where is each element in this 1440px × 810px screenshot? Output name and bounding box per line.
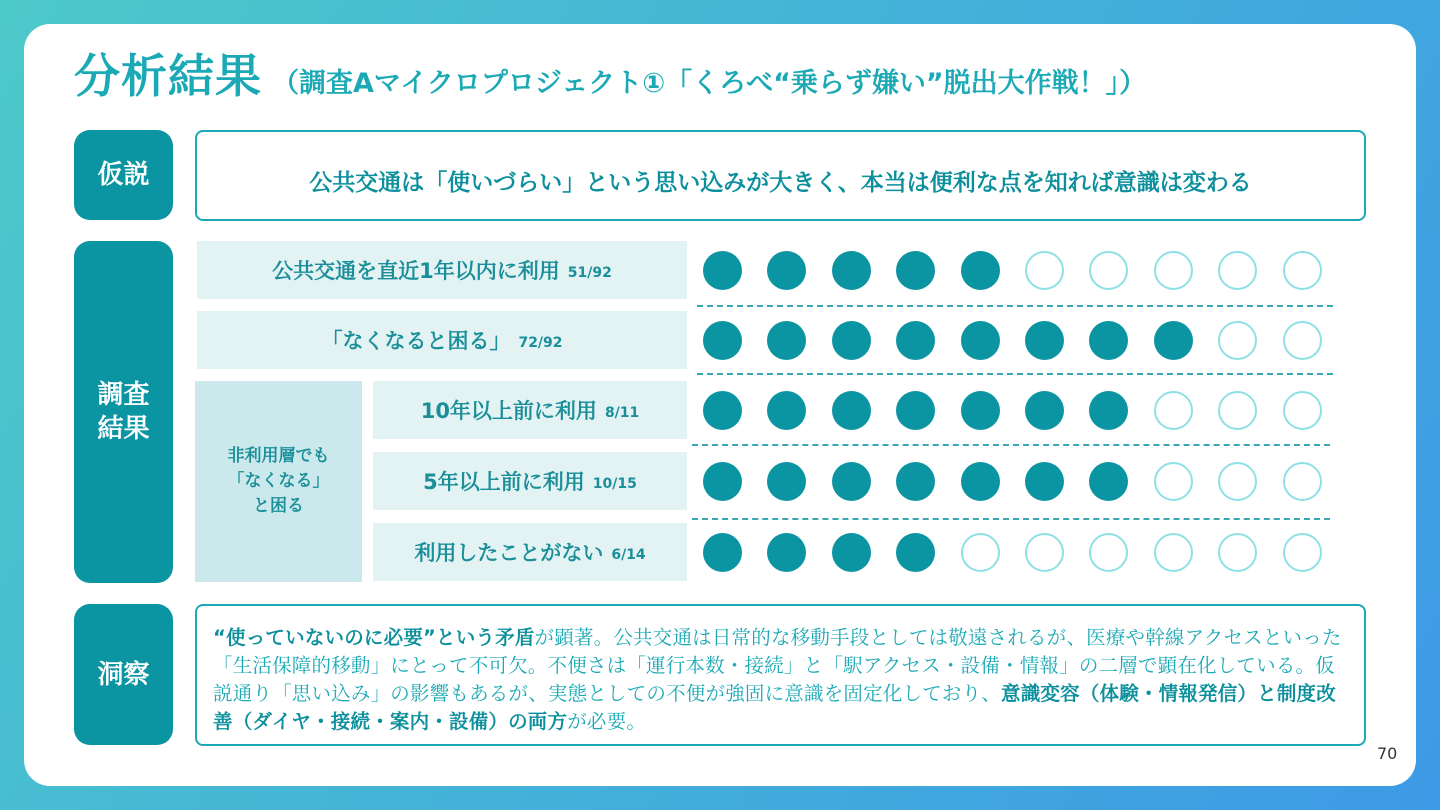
- filled-dot: [1154, 321, 1193, 360]
- insight-box: [195, 604, 1366, 746]
- row-count: 51/92: [567, 265, 612, 281]
- row-label-text: 5年以上前に利用: [423, 470, 585, 494]
- row-label: [197, 311, 687, 369]
- filled-dot: [703, 533, 742, 572]
- filled-dot: [896, 251, 935, 290]
- insight-bold-1: “使っていないのに必要”という矛盾: [213, 626, 535, 649]
- results-label-line2: 結果: [97, 414, 150, 444]
- empty-dot: [1154, 533, 1193, 572]
- filled-dot: [1089, 321, 1128, 360]
- row-label: [373, 381, 687, 439]
- row-count: 10/15: [592, 476, 637, 492]
- row-label-text: 公共交通を直近1年以内に利用: [272, 259, 560, 283]
- filled-dot: [1025, 462, 1064, 501]
- filled-dot: [767, 462, 806, 501]
- hypothesis-text: 公共交通は「使いづらい」という思い込みが大きく、本当は便利な点を知れば意識は変わる: [309, 170, 1252, 196]
- row-label-text: 「なくなると困る」: [321, 329, 511, 353]
- empty-dot: [1218, 462, 1257, 501]
- row-label: [373, 523, 687, 581]
- insight-bold-2: 意識変容（体験・情報発信）と制度改善（ダイヤ・接続・案内・設備）の両方: [213, 682, 1336, 733]
- row-divider: [692, 518, 1330, 520]
- filled-dot: [961, 391, 1000, 430]
- empty-dot: [961, 533, 1000, 572]
- title-main: 分析結果: [74, 49, 262, 103]
- filled-dot: [961, 462, 1000, 501]
- empty-dot: [1089, 533, 1128, 572]
- filled-dot: [961, 321, 1000, 360]
- empty-dot: [1154, 462, 1193, 501]
- filled-dot: [896, 533, 935, 572]
- empty-dot: [1283, 251, 1322, 290]
- empty-dot: [1283, 391, 1322, 430]
- row-divider: [697, 373, 1333, 375]
- row-label: [373, 452, 687, 510]
- filled-dot: [832, 533, 871, 572]
- group-label-line3: と困る: [253, 496, 304, 516]
- insight-text-1: が顕著。公共交通は日常的な移動手段としては敬遠されるが、医療や幹線アクセスといった「生活保障的移動」にとって不可欠。不便さは「運行本数・接続」と「駅アクセス・設備・情報」の二層で顕在化している。仮説通り「思い込み」の影響もあるが、実態としての不便が強固に意識を固定化しており、: [213, 626, 1342, 705]
- slide-title: [74, 40, 1146, 102]
- non-user-group-label: [195, 381, 362, 582]
- insight-text-2: が必要。: [567, 710, 647, 733]
- filled-dot: [703, 321, 742, 360]
- filled-dot: [1089, 391, 1128, 430]
- empty-dot: [1218, 251, 1257, 290]
- filled-dot: [961, 251, 1000, 290]
- empty-dot: [1218, 321, 1257, 360]
- row-label-text: 利用したことがない: [414, 541, 604, 565]
- filled-dot: [832, 462, 871, 501]
- filled-dot: [832, 321, 871, 360]
- row-count: 72/92: [518, 335, 563, 351]
- empty-dot: [1283, 533, 1322, 572]
- group-label-line2: 「なくなる」: [227, 471, 330, 491]
- row-label: [197, 241, 687, 299]
- empty-dot: [1283, 462, 1322, 501]
- filled-dot: [1025, 321, 1064, 360]
- empty-dot: [1154, 391, 1193, 430]
- title-sub: （調査Aマイクロプロジェクト①「くろべ“乗らず嫌い”脱出大作戦！」）: [272, 68, 1147, 99]
- row-count: 8/11: [604, 405, 640, 421]
- row-divider: [692, 444, 1330, 446]
- filled-dot: [1025, 391, 1064, 430]
- row-divider: [697, 305, 1333, 307]
- hypothesis-box: [195, 130, 1366, 221]
- filled-dot: [896, 462, 935, 501]
- hypothesis-label: 仮説: [74, 130, 173, 220]
- empty-dot: [1154, 251, 1193, 290]
- filled-dot: [703, 462, 742, 501]
- empty-dot: [1089, 251, 1128, 290]
- row-label-text: 10年以上前に利用: [420, 399, 597, 423]
- results-label: [74, 241, 173, 583]
- filled-dot: [767, 533, 806, 572]
- empty-dot: [1283, 321, 1322, 360]
- empty-dot: [1025, 251, 1064, 290]
- empty-dot: [1025, 533, 1064, 572]
- filled-dot: [703, 251, 742, 290]
- filled-dot: [767, 321, 806, 360]
- empty-dot: [1218, 391, 1257, 430]
- row-count: 6/14: [611, 547, 646, 563]
- insight-label: 洞察: [74, 604, 173, 745]
- filled-dot: [767, 251, 806, 290]
- page-number: 70: [1377, 744, 1398, 763]
- filled-dot: [896, 321, 935, 360]
- filled-dot: [896, 391, 935, 430]
- filled-dot: [1089, 462, 1128, 501]
- filled-dot: [703, 391, 742, 430]
- empty-dot: [1218, 533, 1257, 572]
- results-label-line1: 調査: [97, 380, 150, 410]
- filled-dot: [767, 391, 806, 430]
- group-label-line1: 非利用層でも: [227, 446, 330, 466]
- filled-dot: [832, 391, 871, 430]
- filled-dot: [832, 251, 871, 290]
